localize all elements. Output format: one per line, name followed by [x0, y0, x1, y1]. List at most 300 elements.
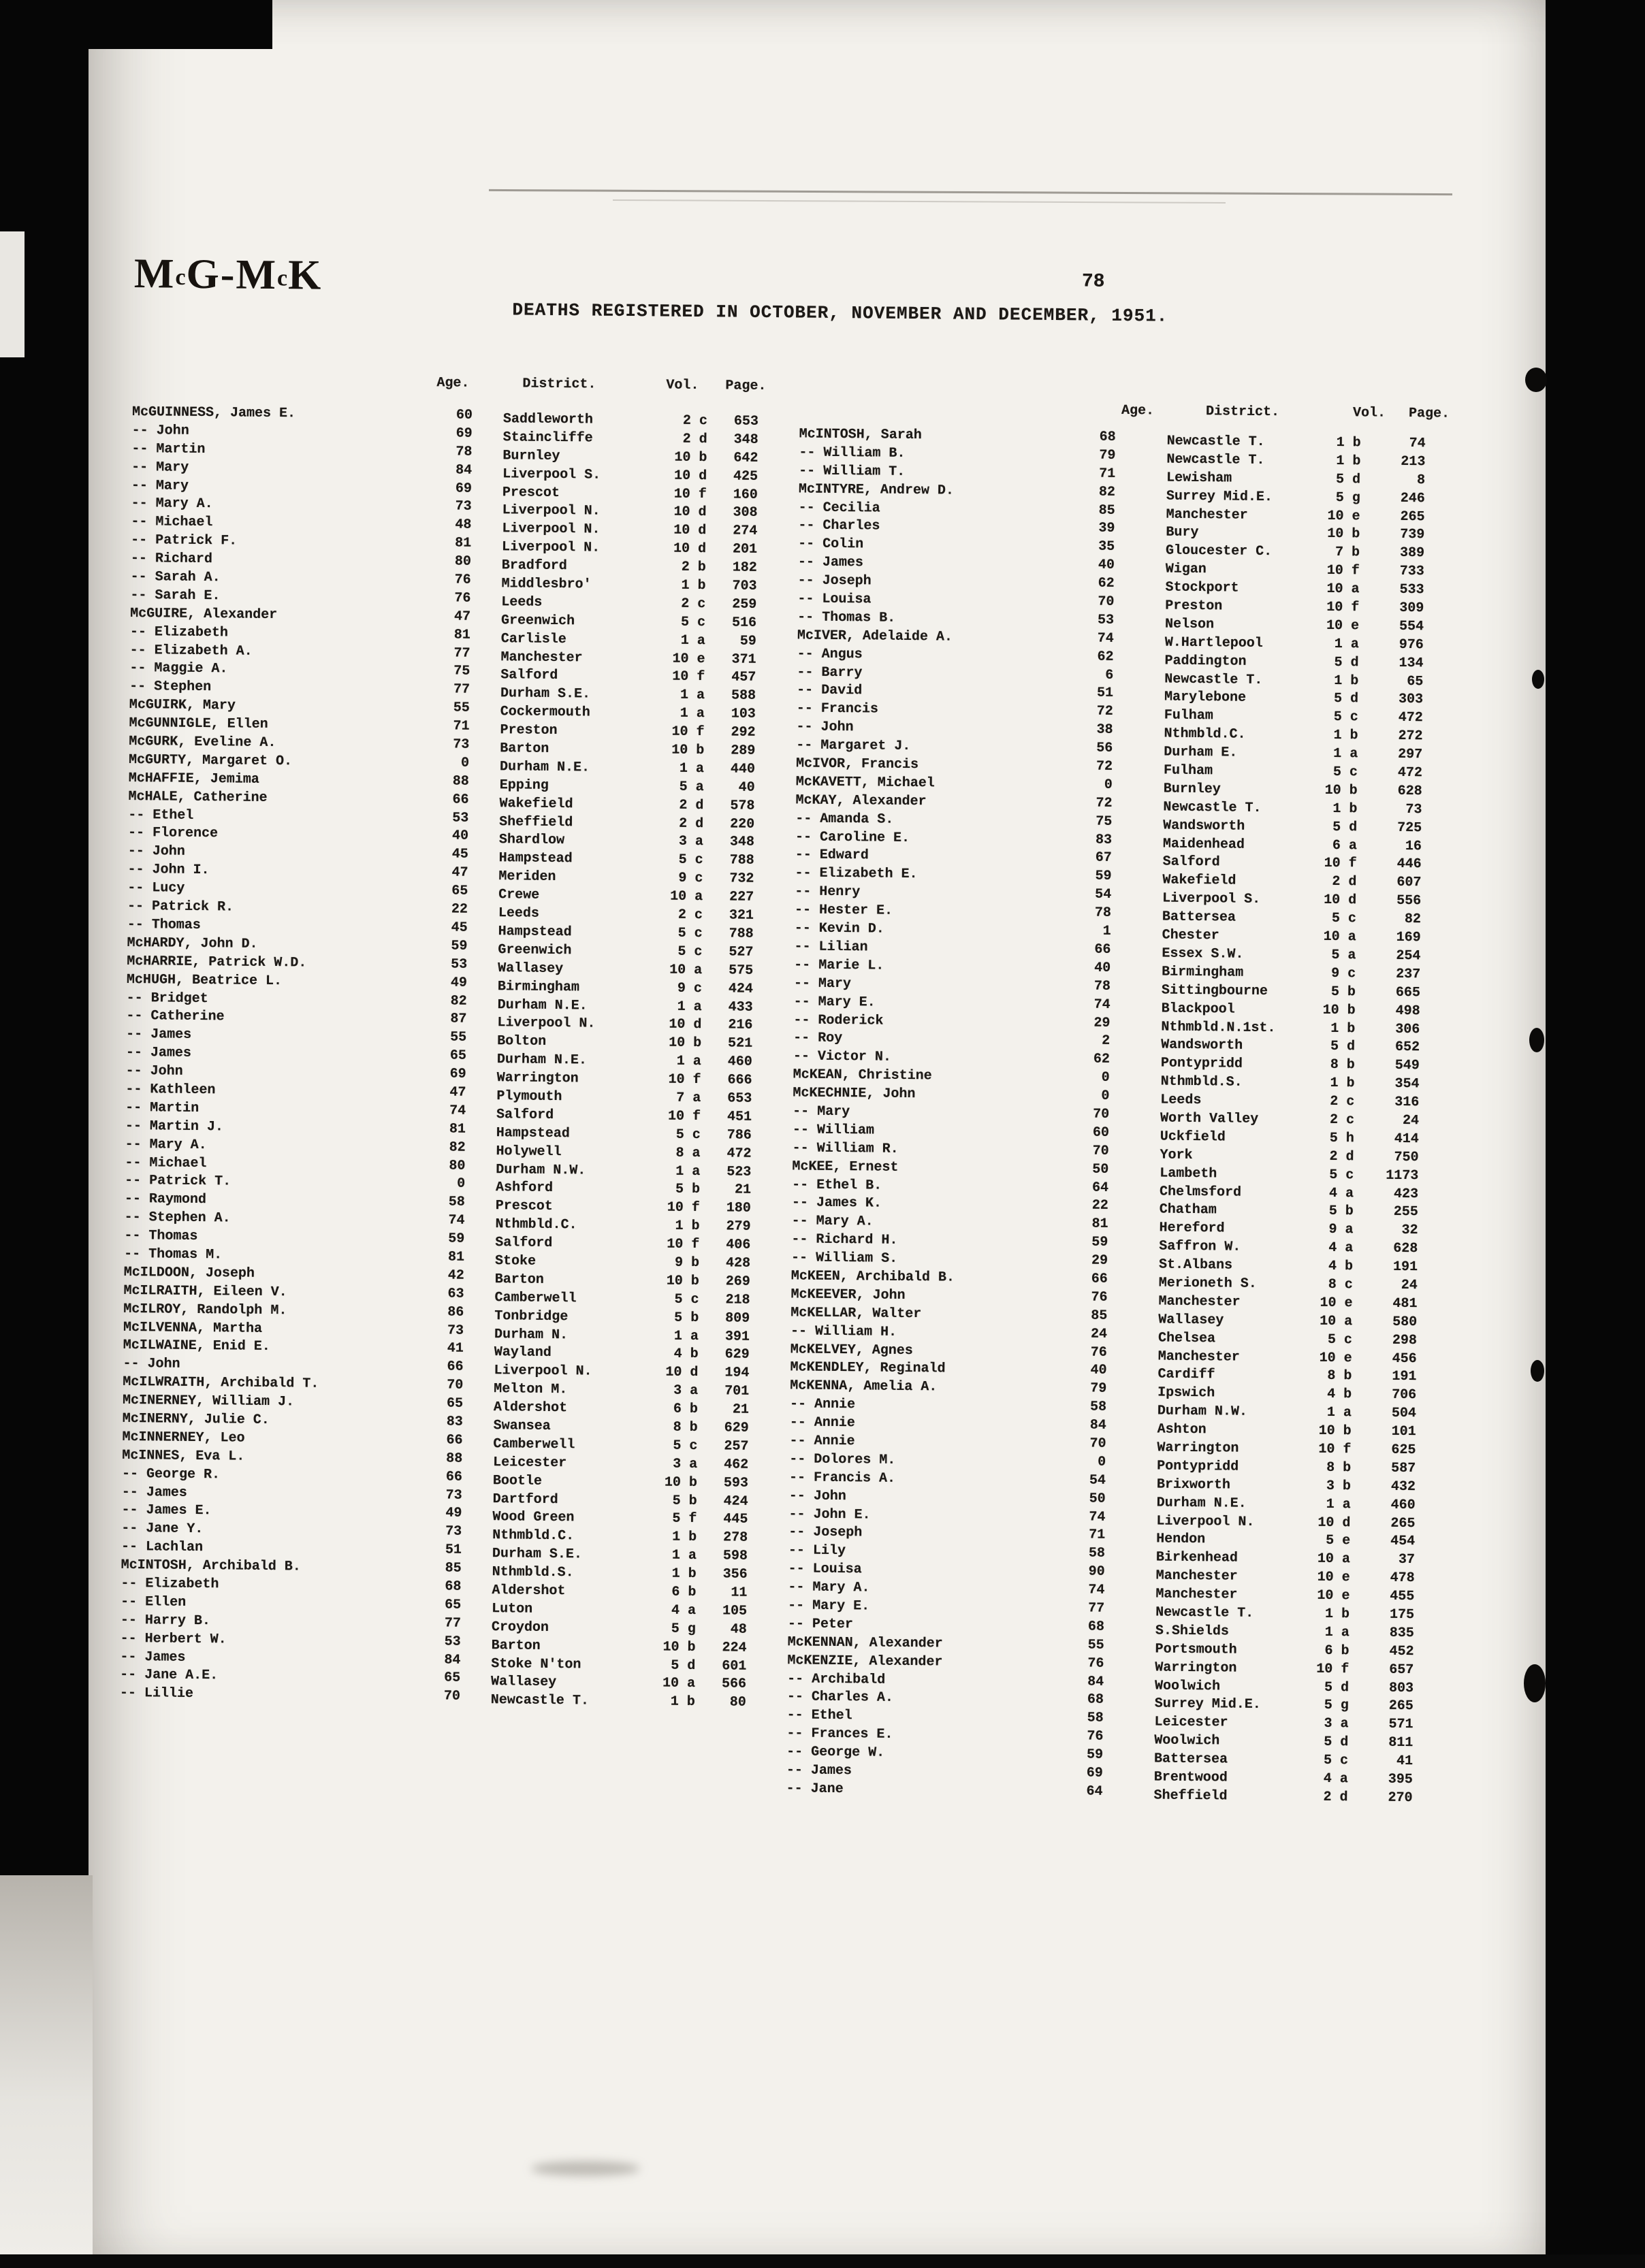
entry-page: 21	[732, 1402, 750, 1418]
entry-vol: 1 a	[1333, 746, 1358, 762]
entry-name: -- James	[121, 1484, 187, 1501]
entry-age: 75	[453, 664, 470, 680]
entry-page: 272	[1398, 728, 1423, 745]
entry-age: 77	[453, 681, 470, 698]
entry-vol: 3 a	[673, 1382, 699, 1399]
entry-vol: 5 c	[673, 1438, 698, 1454]
entry-age: 87	[450, 1011, 467, 1028]
entry-page: 460	[1390, 1497, 1416, 1513]
entry-vol: 6 b	[673, 1401, 699, 1418]
entry-page: 103	[731, 706, 756, 723]
entry-vol: 10 f	[672, 669, 705, 685]
entry-name: -- Martin	[125, 1099, 199, 1116]
entry-name: McGURTY, Margaret O.	[128, 751, 293, 770]
entry-name: -- William T.	[799, 463, 906, 480]
entry-page: 292	[731, 724, 756, 741]
entry-vol: 10 b	[662, 1639, 696, 1655]
entry-page: 194	[724, 1365, 750, 1382]
entry-name: McHARRIE, Patrick W.D.	[127, 953, 307, 971]
entry-page: 703	[732, 578, 757, 594]
entry-page: 423	[1393, 1186, 1419, 1202]
column-header-district-left: District.	[522, 376, 596, 393]
entry-district: Liverpool N.	[494, 1363, 592, 1380]
entry-vol: 5 d	[1333, 691, 1359, 707]
entry-name: McIVOR, Francis	[795, 756, 919, 773]
entry-district: Salford	[500, 667, 558, 684]
entry-district: Manchester	[1157, 1348, 1240, 1365]
entry-vol: 10 f	[671, 724, 705, 741]
entry-district: Burnley	[502, 447, 560, 464]
entry-district: Ashford	[495, 1180, 554, 1197]
entry-name: -- Martin J.	[125, 1118, 224, 1135]
entry-vol: 1 b	[1330, 1020, 1356, 1037]
entry-vol: 4 a	[1328, 1240, 1354, 1257]
entry-page: 169	[1396, 929, 1421, 946]
entry-age: 78	[456, 444, 473, 460]
entry-district: Prescot	[502, 484, 560, 501]
entry-name: -- Michael	[131, 514, 213, 531]
entry-age: 78	[1094, 905, 1112, 921]
entry-name: -- Victor N.	[793, 1048, 892, 1066]
entry-district: Nthmbld.C.	[1164, 726, 1246, 743]
entry-page: 472	[1398, 710, 1423, 726]
entry-name: -- Thomas	[124, 1228, 198, 1245]
entry-name: -- Richard H.	[791, 1231, 898, 1249]
entry-age: 59	[1086, 1747, 1104, 1763]
entry-age: 70	[1098, 594, 1115, 610]
entry-age: 59	[448, 1231, 465, 1247]
entry-age: 77	[1088, 1600, 1105, 1617]
entry-vol: 10 a	[1320, 1313, 1353, 1330]
entry-page: 306	[1395, 1021, 1420, 1037]
entry-age: 86	[447, 1304, 464, 1321]
entry-page: 265	[1400, 508, 1425, 525]
entry-district: Sheffield	[1153, 1787, 1228, 1804]
scanner-edge-right	[1546, 0, 1645, 2254]
entry-district: Salford	[1162, 854, 1220, 871]
entry-age: 69	[456, 425, 473, 442]
entry-district: Ashton	[1157, 1421, 1207, 1438]
entry-district: Wandsworth	[1163, 817, 1245, 835]
scanner-edge-notch	[0, 231, 25, 357]
entry-name: -- Stephen	[129, 679, 212, 696]
entry-page: 725	[1397, 820, 1422, 836]
entry-vol: 6 b	[1324, 1642, 1349, 1659]
entry-name: -- Hester E.	[794, 902, 893, 919]
entry-district: Stockport	[1165, 579, 1239, 596]
entry-age: 66	[1091, 1271, 1108, 1287]
entry-district: Durham N.W.	[496, 1161, 586, 1178]
entry-name: -- James	[786, 1762, 852, 1779]
entry-page: 257	[724, 1438, 749, 1455]
entry-age: 69	[455, 481, 473, 497]
entry-district: Durham S.E.	[500, 685, 591, 702]
entry-age: 47	[451, 864, 468, 881]
entry-district: Gloucester C.	[1165, 542, 1273, 560]
entry-name: -- Martin	[131, 440, 206, 457]
entry-age: 79	[1090, 1380, 1107, 1397]
entry-district: Newcastle T.	[1164, 671, 1263, 688]
entry-district: Chester	[1162, 927, 1219, 944]
entry-vol: 1 b	[675, 1218, 700, 1235]
entry-district: Cockermouth	[500, 704, 590, 721]
entry-name: -- Kathleen	[125, 1081, 216, 1099]
entry-district: Blackpool	[1161, 1001, 1235, 1018]
entry-page: 803	[1388, 1680, 1414, 1696]
entry-vol: 5 c	[677, 925, 703, 942]
entry-vol: 5 d	[1324, 1679, 1349, 1696]
entry-age: 74	[448, 1212, 465, 1229]
entry-age: 65	[451, 883, 468, 899]
entry-vol: 1 a	[671, 1547, 697, 1564]
column-header-age-right: Age.	[1121, 402, 1155, 419]
entry-name: -- Cecilia	[798, 499, 880, 517]
entry-district: Meriden	[498, 869, 556, 886]
entry-age: 76	[1087, 1655, 1104, 1672]
entry-name: -- John	[125, 1063, 183, 1080]
entry-district: Durham N.E.	[496, 1052, 588, 1069]
entry-district: Worth Valley	[1160, 1110, 1259, 1127]
entry-district: Wakefield	[1162, 872, 1236, 889]
entry-age: 66	[447, 1359, 464, 1376]
entry-page: 298	[1392, 1332, 1418, 1348]
entry-name: McIVER, Adelaide A.	[797, 628, 953, 645]
entry-page: 24	[1401, 1277, 1418, 1294]
entry-district: Nthmbld.N.1st.	[1161, 1019, 1276, 1036]
entry-page: 191	[1392, 1259, 1418, 1276]
entry-age: 81	[449, 1121, 466, 1137]
entry-age: 68	[1087, 1691, 1104, 1708]
entry-name: -- Roy	[793, 1030, 843, 1047]
entry-age: 42	[447, 1267, 464, 1284]
entry-name: -- Amanda S.	[795, 811, 894, 828]
entry-page: 607	[1396, 875, 1422, 891]
entry-page: 265	[1388, 1698, 1414, 1715]
entry-name: -- Florence	[127, 825, 219, 842]
entry-page: 82	[1404, 911, 1422, 928]
entry-name: McKELLAR, Walter	[790, 1305, 922, 1322]
entry-page: 74	[1409, 435, 1426, 452]
entry-vol: 10 f	[1324, 856, 1357, 872]
entry-vol: 10 d	[665, 1364, 699, 1381]
entry-district: Brixworth	[1156, 1476, 1231, 1493]
entry-name: -- Ethel	[128, 807, 194, 824]
entry-district: Paddington	[1164, 653, 1247, 670]
entry-page: 478	[1390, 1570, 1415, 1587]
section-title: McG-McK	[133, 250, 323, 299]
entry-page: 289	[731, 743, 756, 759]
entry-age: 51	[1096, 685, 1114, 702]
entry-age: 60	[1092, 1124, 1109, 1141]
entry-district: Wigan	[1165, 561, 1207, 578]
entry-district: Lewisham	[1166, 470, 1232, 487]
entry-name: McINNES, Eva L.	[122, 1447, 245, 1465]
entry-name: -- Mary A.	[131, 496, 213, 513]
entry-vol: 5 g	[1324, 1698, 1349, 1714]
entry-age: 1	[1102, 923, 1111, 939]
entry-page: 391	[724, 1328, 750, 1345]
entry-vol: 1 a	[1326, 1405, 1352, 1421]
entry-district: Luton	[492, 1601, 533, 1617]
entry-district: Leeds	[501, 594, 543, 611]
entry-vol: 5 b	[675, 1182, 701, 1198]
entry-vol: 9 a	[1328, 1222, 1354, 1238]
entry-page: 652	[1394, 1039, 1420, 1056]
entry-page: 462	[724, 1457, 749, 1473]
entry-page: 428	[725, 1255, 751, 1271]
entry-name: -- Archibald	[787, 1670, 886, 1688]
entry-page: 246	[1400, 490, 1425, 506]
entry-district: Salford	[495, 1235, 553, 1252]
entry-district: Crewe	[498, 887, 540, 903]
entry-page: 601	[722, 1657, 747, 1674]
column-header-vol-right: Vol.	[1352, 405, 1386, 421]
entry-name: McGURK, Eveline A.	[129, 733, 276, 751]
entry-age: 72	[1096, 703, 1113, 720]
entry-page: 642	[733, 450, 758, 466]
entry-district: Liverpool N.	[1156, 1513, 1255, 1530]
entry-district: Prescot	[495, 1198, 553, 1215]
entry-age: 70	[447, 1377, 464, 1393]
entry-vol: 10 d	[673, 522, 707, 539]
entry-name: McILRAITH, Eileen V.	[123, 1282, 287, 1300]
entry-name: -- John	[127, 843, 185, 860]
entry-name: -- Patrick T.	[125, 1173, 231, 1190]
entry-age: 50	[1092, 1161, 1109, 1178]
entry-district: Hampstead	[498, 924, 572, 941]
entry-age: 83	[1095, 832, 1113, 848]
entry-name: McILWAINE, Enid E.	[123, 1338, 270, 1355]
entry-district: Newcastle T.	[1166, 433, 1265, 450]
entry-name: -- Lucy	[127, 880, 185, 896]
entry-district: Epping	[499, 777, 549, 794]
ink-blot	[1524, 1664, 1546, 1702]
entry-age: 84	[444, 1652, 461, 1668]
entry-name: McKENZIE, Alexander	[787, 1652, 943, 1670]
entry-name: -- Catherine	[126, 1008, 225, 1025]
entry-district: Liverpool N.	[501, 539, 601, 556]
entry-vol: 5 a	[679, 779, 704, 795]
entry-page: 40	[738, 779, 755, 796]
entry-name: -- Lachlan	[121, 1539, 204, 1556]
entry-page: 628	[1397, 783, 1422, 800]
entry-name: -- Thomas	[127, 916, 201, 933]
entry-name: -- Roderick	[793, 1011, 884, 1029]
entry-page: 571	[1388, 1717, 1414, 1733]
entry-age: 66	[445, 1469, 463, 1485]
entry-page: 587	[1391, 1460, 1416, 1477]
entry-name: -- Annie	[789, 1433, 855, 1450]
entry-age: 22	[1091, 1197, 1108, 1214]
entry-page: 16	[1405, 838, 1422, 854]
entry-district: Hendon	[1156, 1531, 1206, 1548]
entry-vol: 10 e	[1320, 1295, 1353, 1312]
entry-name: -- Thomas M.	[123, 1246, 223, 1263]
entry-district: Essex S.W.	[1162, 945, 1244, 962]
entry-name: -- Bridget	[126, 990, 208, 1007]
entry-district: Nthmbld.S.	[1160, 1073, 1243, 1090]
entry-name: -- Frances E.	[786, 1726, 893, 1743]
entry-name: McKEE, Ernest	[792, 1158, 899, 1176]
entry-page: 523	[726, 1163, 752, 1180]
page-corner-shadow	[0, 1875, 93, 2254]
entry-district: Bradford	[501, 557, 567, 574]
entry-name: McKECHNIE, John	[793, 1085, 916, 1103]
page-number: 78	[1081, 271, 1105, 293]
entry-vol: 1 a	[1334, 636, 1359, 653]
entry-district: Woolwich	[1154, 1678, 1221, 1694]
column-header-district-right: District.	[1205, 404, 1280, 421]
index-column-left	[120, 404, 758, 1709]
entry-page: 414	[1394, 1131, 1419, 1148]
entry-vol: 1 a	[680, 705, 705, 722]
entry-vol: 8 b	[673, 1419, 698, 1436]
entry-district: Newcastle T.	[1166, 451, 1265, 468]
entry-district: Melton M.	[494, 1381, 568, 1398]
entry-age: 67	[1095, 850, 1112, 866]
entry-page: 575	[729, 962, 754, 979]
ink-blot	[1531, 1360, 1544, 1382]
entry-district: Burnley	[1163, 781, 1221, 798]
entry-page: 348	[733, 432, 758, 448]
entry-name: -- Francis A.	[788, 1470, 896, 1487]
entry-page: 265	[1390, 1515, 1416, 1532]
entry-vol: 3 a	[678, 834, 704, 850]
entry-district: Tonbridge	[494, 1308, 569, 1325]
entry-page: 32	[1401, 1222, 1418, 1239]
entry-age: 0	[1098, 1454, 1106, 1470]
entry-age: 53	[451, 956, 468, 973]
entry-age: 60	[456, 407, 473, 423]
entry-district: Pontypridd	[1157, 1458, 1239, 1475]
entry-name: -- Sarah E.	[130, 587, 221, 604]
entry-district: Warrington	[1157, 1440, 1239, 1457]
entry-district: Durham N.E.	[499, 759, 590, 776]
entry-district: Warrington	[1155, 1659, 1237, 1676]
entry-district: Preston	[1165, 598, 1223, 615]
entry-district: Birmingham	[497, 978, 580, 995]
entry-name: McINTOSH, Sarah	[799, 426, 922, 444]
entry-age: 0	[1101, 1069, 1110, 1086]
entry-page: 101	[1391, 1423, 1416, 1440]
entry-district: Wandsworth	[1161, 1037, 1243, 1054]
entry-name: McILWRAITH, Archibald T.	[123, 1374, 319, 1392]
entry-name: McINTOSH, Archibald B.	[121, 1557, 301, 1575]
entry-page: 588	[731, 687, 756, 704]
entry-vol: 9 b	[674, 1254, 700, 1271]
entry-page: 433	[728, 999, 753, 1016]
entry-vol: 9 c	[1331, 965, 1356, 982]
entry-name: -- Francis	[796, 700, 878, 717]
entry-vol: 10 b	[674, 449, 707, 466]
entry-age: 74	[449, 1103, 466, 1119]
entry-age: 40	[1090, 1362, 1107, 1379]
entry-name: -- Jane	[786, 1781, 844, 1798]
entry-district: Greenwich	[500, 613, 575, 630]
entry-age: 59	[451, 938, 468, 954]
entry-district: Warrington	[496, 1070, 579, 1087]
entry-district: Wayland	[494, 1344, 552, 1361]
entry-age: 62	[1098, 575, 1115, 592]
entry-vol: 2 c	[682, 412, 708, 430]
entry-age: 84	[456, 462, 473, 479]
entry-name: -- Maggie A.	[129, 660, 228, 677]
entry-name: -- Mary A.	[125, 1136, 207, 1153]
entry-vol: 5 c	[680, 614, 706, 630]
entry-name: -- Jane Y.	[121, 1521, 204, 1538]
entry-page: 48	[730, 1621, 747, 1638]
entry-page: 321	[729, 907, 754, 924]
column-header-age-left: Age.	[436, 375, 470, 391]
entry-page: 80	[729, 1694, 746, 1711]
entry-name: -- Lillie	[119, 1685, 194, 1702]
entry-name: -- Herbert W.	[120, 1630, 227, 1648]
entry-name: -- Jane A.E.	[120, 1667, 219, 1684]
entry-page: 732	[729, 871, 754, 888]
entry-age: 77	[453, 645, 470, 662]
scan-smudge	[531, 2161, 640, 2176]
entry-age: 54	[1089, 1472, 1106, 1489]
entry-district: Bootle	[492, 1472, 543, 1489]
entry-page: 498	[1395, 1003, 1420, 1019]
entry-age: 62	[1097, 649, 1114, 665]
entry-page: 201	[732, 541, 758, 558]
entry-name: -- Louisa	[797, 591, 872, 608]
entry-page: 472	[1397, 764, 1423, 781]
entry-vol: 10 d	[673, 468, 707, 484]
entry-page: 472	[726, 1146, 752, 1162]
entry-vol: 10 a	[669, 962, 703, 978]
entry-page: 578	[730, 798, 755, 814]
entry-vol: 1 b	[1324, 1606, 1350, 1623]
entry-name: McKELVEY, Agnes	[790, 1341, 913, 1359]
entry-age: 74	[1097, 630, 1114, 647]
entry-age: 76	[1090, 1344, 1107, 1361]
entry-vol: 10 e	[1326, 617, 1360, 634]
entry-age: 73	[445, 1487, 462, 1504]
entry-age: 58	[1088, 1545, 1106, 1562]
entry-age: 62	[1093, 1051, 1111, 1068]
entry-age: 84	[1087, 1674, 1104, 1690]
entry-name: -- Mary	[131, 477, 189, 494]
entry-district: Saddleworth	[502, 411, 594, 428]
entry-district: Greenwich	[498, 942, 572, 959]
entry-page: 809	[725, 1310, 750, 1327]
entry-district: Camberwell	[493, 1436, 575, 1453]
entry-vol: 10 a	[1317, 1551, 1350, 1568]
entry-vol: 3 a	[673, 1456, 698, 1472]
entry-age: 53	[1097, 612, 1115, 628]
ink-blot	[1525, 368, 1547, 392]
entry-age: 35	[1098, 538, 1115, 555]
entry-page: 446	[1396, 856, 1422, 873]
entry-page: 628	[1393, 1241, 1418, 1257]
entry-district: Stoke N'ton	[491, 1655, 581, 1672]
entry-page: 356	[722, 1566, 748, 1583]
entry-district: Nthmbld.C.	[492, 1527, 575, 1544]
entry-district: Leicester	[1154, 1714, 1228, 1731]
entry-age: 40	[1098, 557, 1115, 574]
entry-age: 90	[1088, 1564, 1105, 1580]
entry-age: 79	[1099, 447, 1116, 464]
entry-age: 24	[1090, 1326, 1108, 1342]
column-header-vol-left: Vol.	[666, 377, 699, 393]
entry-page: 11	[731, 1585, 748, 1601]
entry-page: 191	[1392, 1369, 1417, 1385]
entry-age: 29	[1091, 1252, 1108, 1269]
entry-vol: 10 f	[1326, 563, 1360, 579]
entry-age: 74	[1088, 1582, 1105, 1598]
